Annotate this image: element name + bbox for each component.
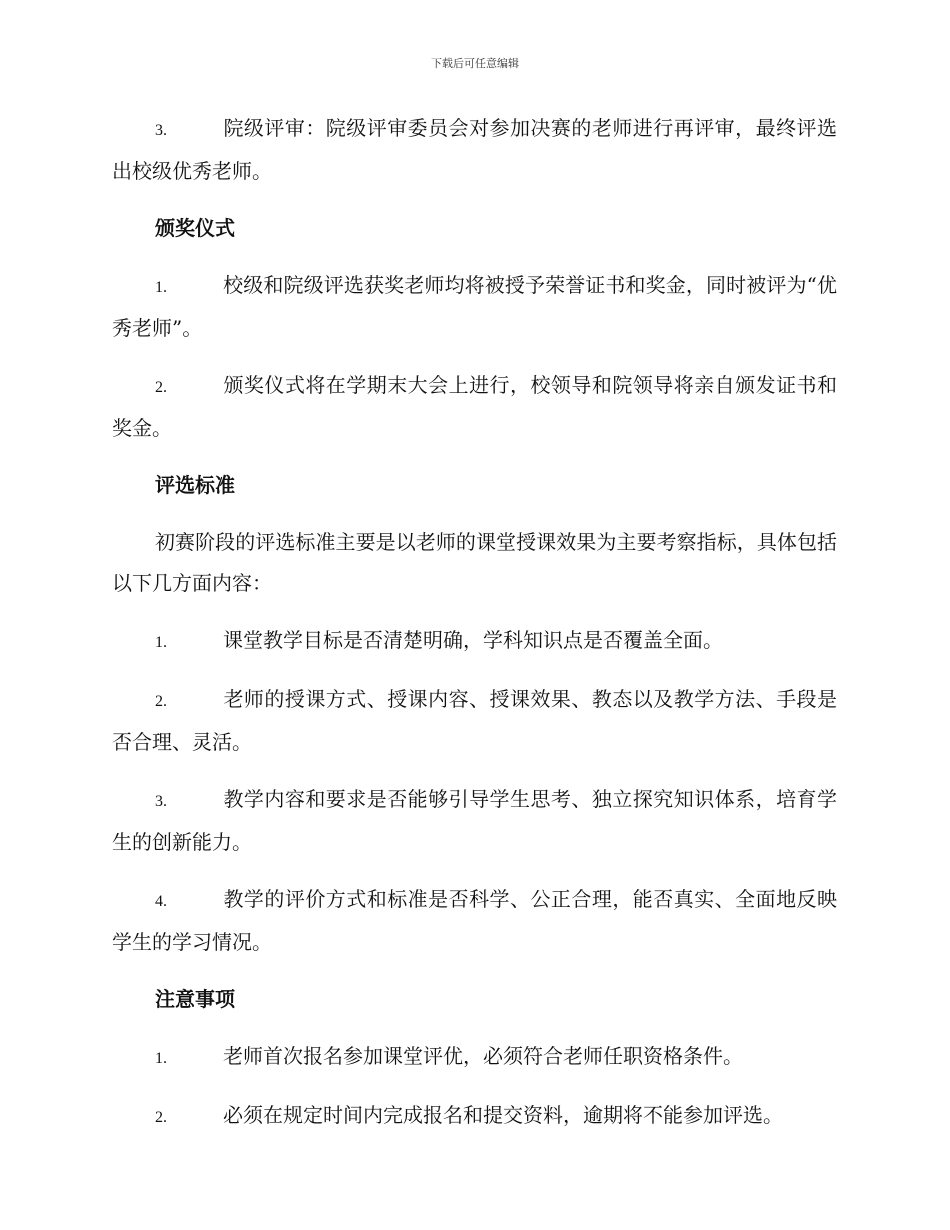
list-item-text: 教学内容和要求是否能够引导学生思考、独立探究知识体系，培育学生的创新能力。 [112,787,837,854]
list-number: 3. [155,122,167,139]
list-number: 3. [155,793,167,810]
list-item-text: 课堂教学目标是否清楚明确，学科知识点是否覆盖全面。 [223,628,723,652]
list-item-text: 教学的评价方式和标准是否科学、公正合理，能否真实、全面地反映学生的学习情况。 [112,887,837,954]
list-item [112,679,837,763]
section-heading-criteria: 评选标准 [155,473,235,497]
list-number: 1. [155,1050,167,1067]
list-number: 1. [155,279,167,296]
list-item [112,265,837,349]
list-item-text: 老师首次报名参加课堂评优，必须符合老师任职资格条件。 [223,1044,743,1068]
list-number: 2. [155,693,167,710]
list-number: 2. [155,379,167,396]
list-item [112,365,837,449]
list-item [112,879,837,963]
list-item [112,1095,837,1138]
list-item [112,620,837,663]
list-item-text: 校级和院级评选获奖老师均将被授予荣誉证书和奖金，同时被评为“优秀老师”。 [112,273,837,340]
list-item [112,1036,837,1079]
list-item [112,779,837,863]
list-item-text: 颁奖仪式将在学期末大会上进行，校领导和院领导将亲自颁发证书和奖金。 [112,373,837,440]
list-item-text: 老师的授课方式、授课内容、授课效果、教态以及教学方法、手段是否合理、灵活。 [112,687,837,754]
section-heading-notes: 注意事项 [155,987,235,1011]
paragraph: 初赛阶段的评选标准主要是以老师的课堂授课效果为主要考察指标，具体包括以下几方面内容： [112,530,837,595]
document-body [112,108,837,1154]
page-header: 下载后可任意编辑 [431,57,519,70]
list-number: 1. [155,634,167,651]
list-item [112,108,837,192]
list-item-text: 必须在规定时间内完成报名和提交资料，逾期将不能参加评选。 [223,1103,783,1127]
list-item-text: 院级评审：院级评审委员会对参加决赛的老师进行再评审，最终评选出校级优秀老师。 [112,116,837,183]
list-number: 2. [155,1109,167,1126]
section-heading-award-ceremony: 颁奖仪式 [155,216,235,240]
list-number: 4. [155,893,167,910]
